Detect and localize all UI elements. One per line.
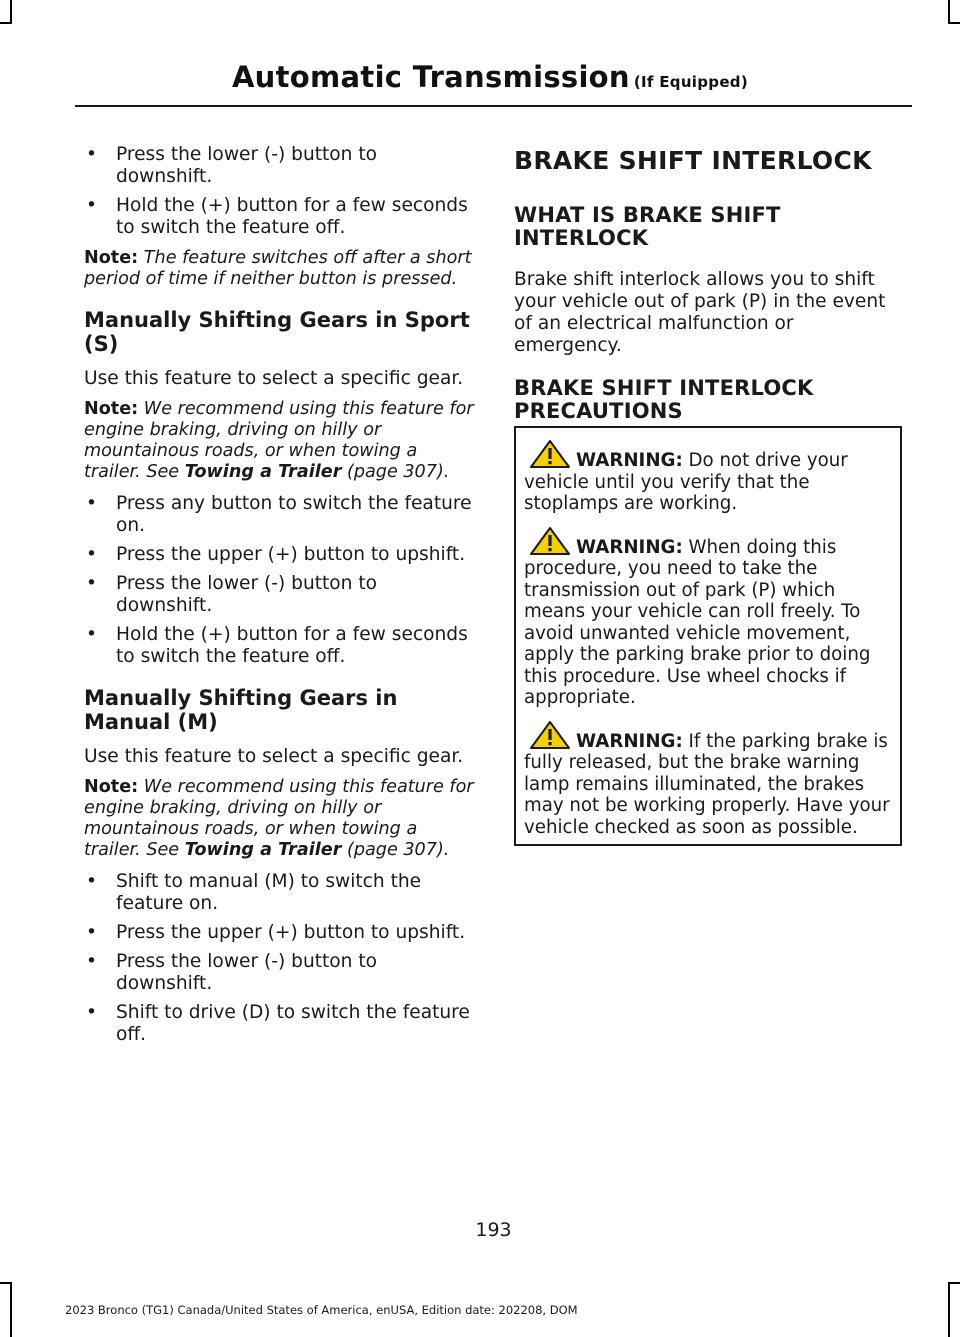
footer-edition-info: 2023 Bronco (TG1) Canada/United States of America, enUSA, Edition date: 202208, DOM: [65, 1303, 578, 1317]
warning-text: Do not drive your vehicle until you verify that the stoplamps are working.: [524, 450, 848, 514]
bullet-text: Shift to drive (D) to switch the feature off.: [116, 1002, 470, 1045]
subsection-heading-precautions: BRAKE SHIFT INTERLOCK PRECAUTIONS: [514, 376, 814, 423]
warning-triangle-icon: [524, 440, 572, 468]
crop-mark: [0, 22, 12, 24]
warning-triangle-icon: [524, 527, 572, 555]
list-item: [84, 544, 478, 566]
crop-mark: [948, 1282, 960, 1284]
bullet-text: Hold the (+) button for a few seconds to switch the feature off.: [116, 195, 468, 238]
bullet-dot: •: [86, 871, 97, 892]
list-item: [84, 624, 478, 668]
warning-item: [524, 527, 892, 709]
bullet-dot: •: [86, 1002, 97, 1023]
header-rule: [75, 105, 912, 107]
warning-label: WARNING:: [576, 730, 683, 752]
note-text: We recommend using this feature for engine braking, driving on hilly or mountainous roads, or when towing a trailer. See: [84, 777, 474, 860]
bullet-dot: •: [86, 951, 97, 972]
bullet-dot: •: [86, 922, 97, 943]
list-item: [84, 1002, 478, 1046]
bullet-dot: •: [86, 493, 97, 514]
header-title-sub: (If Equipped): [633, 73, 748, 91]
what-paragraph: Brake shift interlock allows you to shift your vehicle out of park (P) in the event of an electrical malfunction or emergency.: [514, 269, 886, 356]
section-heading-sport: Manually Shifting Gears in Sport (S): [84, 308, 470, 356]
note: [84, 248, 478, 290]
section-intro: Use this feature to select a specific gear.: [84, 368, 464, 389]
list-item: [84, 573, 478, 617]
page-reference: (page 307).: [346, 840, 450, 860]
bullet-dot: •: [86, 573, 97, 594]
warning-item: [524, 440, 892, 515]
header-title-text: Automatic Transmission: [231, 60, 630, 94]
list-item: [84, 922, 478, 944]
section-heading-manual: Manually Shifting Gears in Manual (M): [84, 686, 398, 734]
bullet-dot: •: [86, 195, 97, 216]
page-reference: (page 307).: [346, 462, 450, 482]
bullet-dot: •: [86, 544, 97, 565]
right-column: [514, 146, 906, 442]
bullet-text: Press the lower (-) button to downshift.: [116, 144, 378, 187]
crop-mark: [948, 1282, 950, 1337]
note: [84, 399, 478, 483]
page-number: 193: [475, 1219, 512, 1241]
page-header-title: [232, 60, 748, 94]
bullet-dot: •: [86, 144, 97, 165]
bullet-text: Press the lower (-) button to downshift.: [116, 573, 378, 616]
warning-triangle-icon: [524, 721, 572, 749]
bullet-text: Press the lower (-) button to downshift.: [116, 951, 378, 994]
bullet-text: Shift to manual (M) to switch the feature on.: [116, 871, 422, 914]
note: [84, 777, 478, 861]
warning-text: When doing this procedure, you need to take the transmission out of park (P) which means your vehicle can roll freely. To avoid unwanted vehicle movement, apply the parking brake prior to doing this procedure. Use wheel chocks if appropriate.: [524, 536, 871, 708]
crop-mark: [948, 22, 960, 24]
note-label: Note:: [84, 399, 139, 419]
warning-label: WARNING:: [576, 450, 683, 471]
cross-reference-link[interactable]: Towing a Trailer: [184, 462, 342, 482]
note-text: We recommend using this feature for engine braking, driving on hilly or mountainous roads, or when towing a trailer. See: [84, 399, 474, 482]
subsection-heading-what: WHAT IS BRAKE SHIFT INTERLOCK: [514, 203, 781, 250]
bullet-text: Press the upper (+) button to upshift.: [116, 922, 466, 943]
bullet-text: Press the upper (+) button to upshift.: [116, 544, 466, 565]
warning-text: If the parking brake is fully released, but the brake warning lamp remains illuminated, the brakes may not be working properly. Have your vehicle checked as soon as possible.: [524, 730, 890, 838]
left-column: [84, 144, 478, 1053]
list-item: [84, 951, 478, 995]
note-label: Note:: [84, 248, 139, 268]
cross-reference-link[interactable]: Towing a Trailer: [184, 840, 342, 860]
bullet-text: Hold the (+) button for a few seconds to switch the feature off.: [116, 624, 468, 667]
note-label: Note:: [84, 777, 139, 797]
warning-label: WARNING:: [576, 536, 683, 558]
section-intro: Use this feature to select a specific gear.: [84, 746, 464, 767]
list-item: [84, 195, 478, 239]
warning-box: [514, 426, 902, 846]
bullet-text: Press any button to switch the feature on.: [116, 493, 472, 536]
crop-mark: [10, 1282, 12, 1337]
list-item: [84, 871, 478, 915]
note-text: The feature switches off after a short period of time if neither button is pressed.: [84, 248, 472, 289]
list-item: [84, 144, 478, 188]
warning-item: [524, 721, 892, 839]
crop-mark: [10, 0, 12, 24]
bullet-dot: •: [86, 624, 97, 645]
list-item: [84, 493, 478, 537]
section-title: BRAKE SHIFT INTERLOCK: [514, 146, 872, 175]
crop-mark: [0, 1282, 12, 1284]
crop-mark: [948, 0, 950, 24]
